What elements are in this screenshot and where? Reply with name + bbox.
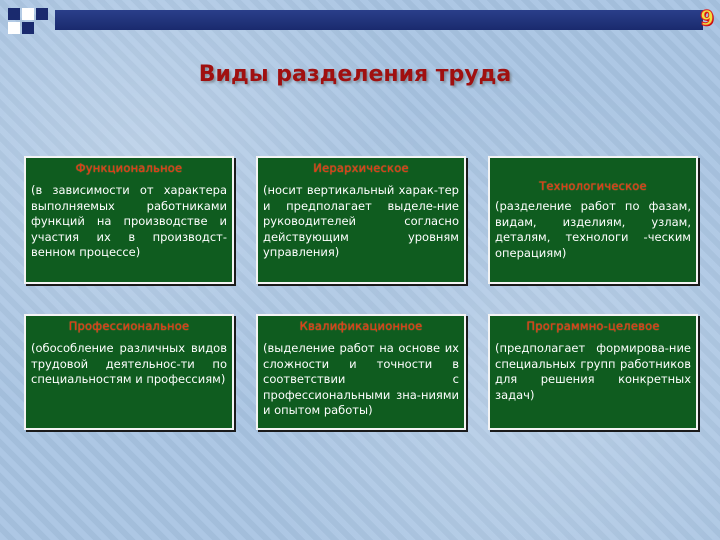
card-program-target	[488, 314, 698, 430]
card-title: Функциональное	[75, 161, 183, 175]
card-body: (в зависимости от характера выполняемых работниками функций на производстве и участия их в производст-венном процессе)	[31, 183, 227, 259]
card-body: (носит вертикальный харак-тер и предполагает выделе-ние руководителей согласно действующим уровням управления)	[263, 183, 459, 259]
card-hierarchical	[256, 156, 466, 284]
card-qualification	[256, 314, 466, 430]
card-body: (предполагает формирова-ние специальных групп работников для решения конкретных задач)	[495, 341, 691, 402]
top-bar	[55, 10, 703, 30]
card-title: Квалификационное	[299, 319, 423, 333]
card-title: Иерархическое	[313, 161, 409, 175]
card-body: (разделение работ по фазам, видам, изделиям, узлам, деталям, технологи -ческим операциям)	[495, 199, 691, 260]
card-body: (выделение работ на основе их сложности и точности в соответствии с профессиональными зна-ниями и опытом работы)	[263, 341, 459, 417]
slide-title: Виды разделения труда	[198, 62, 512, 87]
card-technological	[488, 156, 698, 284]
card-body: (обособление различных видов трудовой деятельнос-ти по специальностям и профессиям)	[31, 341, 227, 386]
card-title: Программно-целевое	[526, 319, 660, 333]
card-title: Профессиональное	[68, 319, 190, 333]
card-title: Технологическое	[539, 179, 647, 193]
corner-decoration	[0, 0, 60, 40]
card-functional	[24, 156, 234, 284]
card-professional	[24, 314, 234, 430]
page-number: 9	[700, 6, 714, 30]
